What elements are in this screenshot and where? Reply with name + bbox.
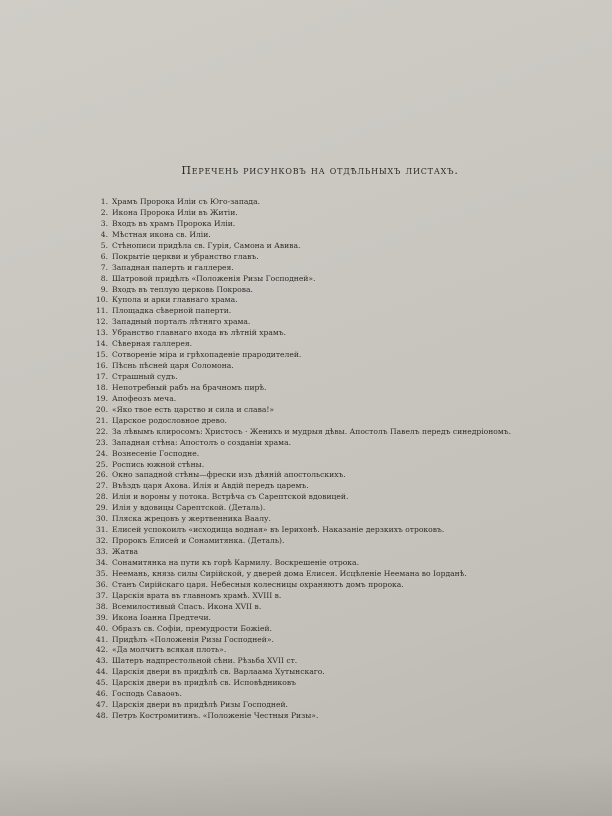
item-number: 45. (95, 678, 108, 688)
illustration-list (88, 197, 568, 722)
item-title: Всемилостивый Спасъ. Икона XVII в. (112, 601, 262, 611)
list-item (88, 350, 568, 361)
item-number: 46. (95, 689, 108, 699)
list-item (88, 230, 568, 241)
item-number: 17. (95, 372, 108, 381)
list-item (88, 525, 568, 536)
item-number: 21. (95, 415, 108, 425)
list-item (88, 514, 568, 525)
item-title: Пѣснь пѣсней царя Соломона. (112, 361, 234, 371)
item-number: 31. (95, 525, 108, 535)
item-title: Западная стѣна: Апостолъ о созданіи храма. (112, 437, 292, 447)
item-number: 16. (95, 361, 108, 371)
list-item (88, 711, 568, 722)
list-item (88, 569, 568, 580)
item-title: Господь Саваоѳъ. (112, 689, 182, 699)
item-title: Вознесеніе Господне. (112, 448, 200, 458)
item-number: 42. (95, 645, 108, 655)
item-title: «Да молчитъ всякая плоть». (112, 645, 227, 655)
item-number: 39. (95, 612, 108, 622)
list-item (88, 394, 568, 405)
list-item (88, 295, 568, 306)
item-number: 6. (100, 251, 108, 261)
item-title: Роспись южной стѣны. (112, 459, 205, 469)
item-number: 11. (95, 306, 108, 316)
item-number: 5. (100, 240, 108, 250)
list-item (88, 547, 568, 558)
item-number: 15. (95, 350, 108, 360)
list-item (88, 580, 568, 591)
list-item (88, 197, 568, 208)
item-title: Станъ Сирійскаго царя. Небесныя колесницы охраняютъ домъ пророка. (112, 579, 404, 589)
list-item (88, 689, 568, 700)
item-number: 19. (95, 393, 108, 403)
item-number: 43. (95, 656, 108, 666)
item-number: 18. (95, 382, 108, 392)
item-number: 7. (100, 262, 108, 272)
item-number: 23. (95, 437, 108, 447)
item-title: «Яко твое есть царство и сила и слава!» (112, 404, 275, 414)
item-title: Храмъ Пророка Иліи съ Юго-запада. (112, 197, 261, 206)
item-number: 36. (95, 579, 108, 589)
item-title: Сѣверная галлерея. (112, 339, 193, 349)
list-item (88, 645, 568, 656)
item-number: 44. (95, 667, 108, 677)
list-item (88, 678, 568, 689)
item-title: Западная паперть и галлерея. (112, 262, 234, 272)
item-number: 13. (95, 328, 108, 338)
list-item (88, 252, 568, 263)
item-number: 26. (95, 470, 108, 480)
list-item (88, 416, 568, 427)
item-title: Страшный судъ. (112, 372, 178, 381)
item-title: Апофеозъ меча. (112, 393, 177, 403)
item-title: Царскія двери въ придѣлѣ св. Исповѣдниковъ (112, 678, 296, 688)
list-item (88, 667, 568, 678)
item-title: За лѣвымъ клиросомъ: Христосъ · Женихъ и мудрыя дѣвы. Апостолъ Павелъ передъ синедріономъ. (112, 426, 512, 436)
list-item (88, 219, 568, 230)
list-item (88, 438, 568, 449)
list-item (88, 602, 568, 613)
item-number: 12. (95, 317, 108, 327)
item-title: Входъ въ теплую церковь Покрова. (112, 284, 253, 294)
list-item (88, 613, 568, 624)
item-number: 33. (95, 547, 108, 556)
item-title: Илія и вороны у потока. Встрѣча съ Сарептской вдовицей. (112, 492, 349, 502)
item-number: 14. (95, 339, 108, 349)
item-title: Купола и арки главнаго храма. (112, 295, 238, 305)
list-item (88, 383, 568, 394)
item-title: Икона Пророка Иліи въ Житіи. (112, 207, 238, 217)
item-number: 38. (95, 601, 108, 611)
item-number: 3. (100, 218, 108, 228)
item-title: Царское родословное древо. (112, 415, 227, 425)
list-item (88, 241, 568, 252)
item-title: Царскія двери въ придѣлѣ Ризы Господней. (112, 700, 288, 710)
item-title: Непотребный рабъ на брачномъ пирѣ. (112, 382, 267, 392)
page-shadow (0, 756, 612, 816)
list-item (88, 460, 568, 471)
item-number: 1. (100, 197, 108, 206)
item-title: Образъ св. Софіи, премудрости Божіей. (112, 623, 272, 633)
item-title: Елисей успокоилъ «исходища водная» въ Іерихонѣ. Наказаніе дерзкихъ отроковъ. (112, 525, 445, 535)
list-item (88, 361, 568, 372)
list-item (88, 208, 568, 219)
item-title: Илія у вдовицы Сарептской. (Деталь). (112, 503, 266, 513)
item-title: Пляска жрецовъ у жертвенника Ваалу. (112, 514, 271, 524)
item-title: Икона Іоанна Предтечи. (112, 612, 211, 622)
item-number: 47. (95, 700, 108, 710)
list-item (88, 263, 568, 274)
item-title: Покрытіе церкви и убранство главъ. (112, 251, 259, 261)
item-number: 32. (95, 536, 108, 546)
item-number: 4. (100, 229, 108, 239)
item-number: 48. (95, 711, 108, 721)
item-number: 29. (95, 503, 108, 513)
item-title: Сонамитянка на пути къ горѣ Кармилу. Воскрешеніе отрока. (112, 557, 359, 567)
item-title: Западный порталъ лѣтняго храма. (112, 317, 251, 327)
item-number: 8. (100, 273, 108, 283)
item-number: 20. (95, 404, 108, 414)
item-title: Сотвореніе міра и грѣхопаденіе прародителей. (112, 350, 302, 360)
list-item (88, 449, 568, 460)
list-item (88, 503, 568, 514)
item-number: 35. (95, 568, 108, 578)
item-number: 10. (95, 295, 108, 305)
item-number: 27. (95, 481, 108, 491)
list-item (88, 328, 568, 339)
list-item (88, 285, 568, 296)
list-item (88, 492, 568, 503)
item-title: Царскія врата въ главномъ храмѣ. XVIII в. (112, 590, 282, 600)
item-number: 22. (95, 426, 108, 436)
list-item (88, 624, 568, 635)
page-heading: Перечень рисунковъ на отдѣльныхъ листахъ. (181, 164, 459, 177)
item-title: Шатровой придѣлъ «Положенія Ризы Господней». (112, 273, 316, 283)
item-number: 9. (100, 284, 108, 294)
item-title: Въѣздъ царя Ахова. Илія и Авдій передъ царемъ. (112, 481, 309, 491)
item-title: Окно западной стѣны—фрески изъ дѣяній апостольскихъ. (112, 470, 346, 480)
list-item (88, 372, 568, 383)
list-item (88, 470, 568, 481)
item-number: 34. (95, 557, 108, 567)
item-title: Шатеръ надпрестольной сѣни. Рѣзьба XVII ст. (112, 656, 298, 666)
item-title: Пророкъ Елисей и Сонамитянка. (Деталь). (112, 536, 285, 546)
item-number: 2. (100, 207, 108, 217)
list-item (88, 635, 568, 646)
item-title: Петръ Костромитинъ. «Положеніе Честныя Ризы». (112, 711, 319, 721)
item-number: 30. (95, 514, 108, 524)
list-item (88, 558, 568, 569)
item-title: Неемань, князь силы Сирійской, у дверей дома Елисея. Исцѣленіе Неемана во Іорданѣ. (112, 568, 467, 578)
list-item (88, 656, 568, 667)
item-number: 40. (95, 623, 108, 633)
item-title: Входъ въ храмъ Пророка Иліи. (112, 218, 236, 228)
list-item (88, 700, 568, 711)
list-item (88, 339, 568, 350)
list-item (88, 405, 568, 416)
list-item (88, 274, 568, 285)
item-title: Царскія двери въ придѣлѣ св. Варлаама Хутынскаго. (112, 667, 325, 677)
item-number: 25. (95, 459, 108, 469)
item-title: Площадка сѣверной паперти. (112, 306, 232, 316)
item-title: Придѣлъ «Положенія Ризы Господней». (112, 634, 274, 644)
list-item (88, 317, 568, 328)
list-item (88, 427, 568, 438)
list-item (88, 591, 568, 602)
list-item (88, 306, 568, 317)
item-title: Убранство главнаго входа въ лѣтній храмъ. (112, 328, 287, 338)
item-title: Мѣстная икона св. Иліи. (112, 229, 211, 239)
list-item (88, 481, 568, 492)
item-title: Жатва (112, 547, 139, 556)
item-number: 24. (95, 448, 108, 458)
item-number: 37. (95, 590, 108, 600)
list-item (88, 536, 568, 547)
item-title: Стѣнописи придѣла св. Гурія, Самона и Авива. (112, 240, 301, 250)
item-number: 28. (95, 492, 108, 502)
item-number: 41. (95, 634, 108, 644)
